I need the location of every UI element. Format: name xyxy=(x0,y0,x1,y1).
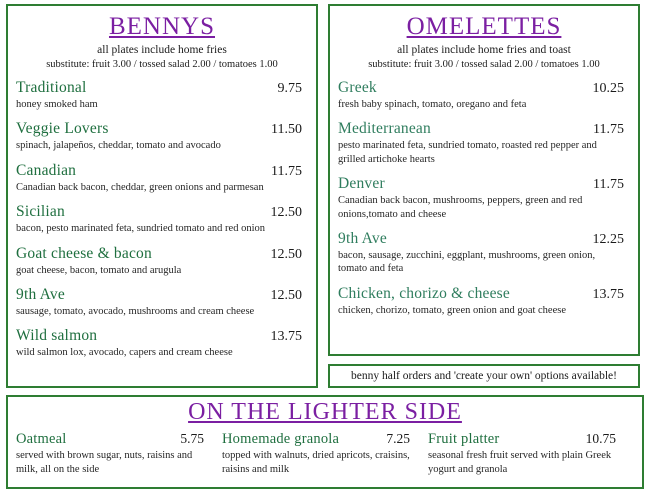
menu-item-price: 12.50 xyxy=(270,205,302,221)
menu-item-price: 12.25 xyxy=(592,231,624,247)
menu-item-head xyxy=(338,79,630,97)
menu-item-name: Wild salmon xyxy=(16,327,98,345)
menu-item-price: 12.50 xyxy=(270,246,302,262)
menu-item-name: Goat cheese & bacon xyxy=(16,244,152,262)
menu-item-description: honey smoked ham xyxy=(16,98,98,110)
menu-item-description: bacon, pesto marinated feta, sundried tomato and red onion xyxy=(16,223,266,235)
menu-item-name: Chicken, chorizo & cheese xyxy=(338,284,510,302)
menu-item-name: Sicilian xyxy=(16,203,65,221)
menu-item-description: Canadian back bacon, mushrooms, peppers, green and red onions,tomato and cheese xyxy=(338,195,583,220)
menu-item-head xyxy=(16,431,214,448)
menu-item xyxy=(16,203,308,235)
menu-item-price: 13.75 xyxy=(270,329,302,345)
menu-item xyxy=(338,230,630,276)
omelettes-heading: OMELETTES xyxy=(406,13,562,40)
menu-item-description: pesto marinated feta, sundried tomato, roasted red pepper and grilled artichoke hearts xyxy=(338,140,597,165)
menu-item-name: Traditional xyxy=(16,78,87,96)
menu-item-description: wild salmon lox, avocado, capers and cream cheese xyxy=(16,347,233,359)
lighter-side-heading: ON THE LIGHTER SIDE xyxy=(188,399,462,425)
menu-item-head xyxy=(338,175,630,193)
menu-item-description: served with brown sugar, nuts, raisins and milk, all on the side xyxy=(16,450,193,475)
omelettes-column xyxy=(328,4,640,388)
menu-item xyxy=(222,431,428,476)
menu-item xyxy=(16,245,308,277)
menu-item xyxy=(428,431,634,476)
bennys-heading: BENNYS xyxy=(108,13,215,40)
bennys-subtitle-1: all plates include home fries xyxy=(97,44,227,57)
menu-item-price: 11.75 xyxy=(593,177,624,193)
menu-item xyxy=(338,175,630,221)
menu-item-name: Denver xyxy=(338,175,385,193)
menu-item-description: fresh baby spinach, tomato, oregano and feta xyxy=(338,98,527,110)
lighter-side-panel xyxy=(6,395,644,489)
menu-item-price: 11.75 xyxy=(593,122,624,138)
menu-item-description: Canadian back bacon, cheddar, green onions and parmesan xyxy=(16,181,264,193)
menu-item-name: Canadian xyxy=(16,161,77,179)
menu-item-description: goat cheese, bacon, tomato and arugula xyxy=(16,264,182,276)
menu-item xyxy=(338,285,630,317)
menu-item-name: 9th Ave xyxy=(16,285,65,303)
menu-item-description: spinach, jalapeños, cheddar, tomato and avocado xyxy=(16,140,221,152)
menu-item-name: Homemade granola xyxy=(222,431,340,448)
omelettes-subtitle-2: substitute: fruit 3.00 / tossed salad 2.00 / tomatoes 1.00 xyxy=(368,58,600,70)
menu-item xyxy=(16,431,222,476)
bennys-item-list xyxy=(16,79,308,360)
menu-item-head xyxy=(16,327,308,345)
menu-item-head xyxy=(16,79,308,97)
menu-item-head xyxy=(338,230,630,248)
omelettes-subtitle-1: all plates include home fries and toast xyxy=(397,44,571,57)
menu-item-name: Oatmeal xyxy=(16,431,67,448)
menu-item-price: 9.75 xyxy=(277,80,302,96)
menu-item-price: 12.50 xyxy=(270,287,302,303)
menu-item-name: Mediterranean xyxy=(338,120,431,138)
menu-item-description: seasonal fresh fruit served with plain Greek yogurt and granola xyxy=(428,450,612,475)
bennys-panel xyxy=(6,4,318,388)
menu-item-head xyxy=(222,431,420,448)
menu-item xyxy=(338,79,630,111)
menu-item-price: 11.75 xyxy=(271,163,302,179)
menu-item-description: bacon, sausage, zucchini, eggplant, mushrooms, green onion, tomato and feta xyxy=(338,249,596,275)
menu-item-head xyxy=(16,162,308,180)
menu-item-description: sausage, tomato, avocado, mushrooms and cream cheese xyxy=(16,305,255,317)
menu-item-head xyxy=(16,120,308,138)
menu-item-price: 11.50 xyxy=(271,122,302,138)
menu-columns xyxy=(6,4,644,388)
menu-item-price: 13.75 xyxy=(592,286,624,302)
menu-item xyxy=(16,120,308,152)
menu-item-head xyxy=(16,203,308,221)
lighter-side-item-list xyxy=(16,431,634,476)
menu-item xyxy=(16,79,308,111)
menu-item-price: 5.75 xyxy=(180,431,204,447)
menu-item-head xyxy=(428,431,626,448)
menu-item-name: Greek xyxy=(338,78,377,96)
bennys-subtitle-2: substitute: fruit 3.00 / tossed salad 2.00 / tomatoes 1.00 xyxy=(46,58,278,70)
menu-item-description: topped with walnuts, dried apricots, craisins, raisins and milk xyxy=(222,450,410,475)
menu-item-head xyxy=(16,245,308,263)
menu-item-head xyxy=(16,286,308,304)
menu-item-name: Fruit platter xyxy=(428,431,500,448)
menu-item-price: 10.75 xyxy=(585,431,616,447)
menu-item-head xyxy=(338,285,630,303)
menu-item xyxy=(16,162,308,194)
menu-item-head xyxy=(338,120,630,138)
menu-item xyxy=(338,120,630,166)
menu-item-name: Veggie Lovers xyxy=(16,120,109,138)
half-orders-note: benny half orders and 'create your own' options available! xyxy=(328,364,640,388)
menu-item-description: chicken, chorizo, tomato, green onion and goat cheese xyxy=(338,304,566,316)
menu-item-price: 10.25 xyxy=(592,80,624,96)
menu-item-price: 7.25 xyxy=(386,431,410,447)
menu-item xyxy=(16,327,308,359)
menu-item xyxy=(16,286,308,318)
omelettes-item-list xyxy=(338,79,630,318)
omelettes-panel xyxy=(328,4,640,356)
menu-item-name: 9th Ave xyxy=(338,229,387,247)
